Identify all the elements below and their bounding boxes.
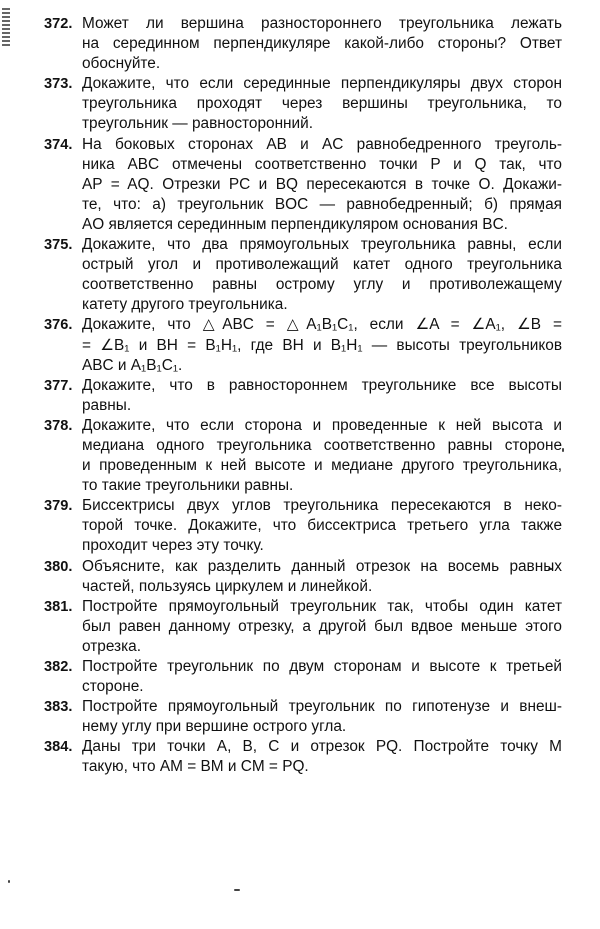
problem-text-line: = ∠B₁ и BH = B₁H₁, где BH и B₁H₁ — высоты треугольников <box>82 336 562 354</box>
problem-text-line: отрезка. <box>82 637 142 655</box>
problem-text <box>82 597 562 657</box>
problem-item <box>44 557 562 597</box>
problem-text-line: то такие треугольники равны. <box>82 477 294 495</box>
scan-speck <box>234 889 240 891</box>
problem-text-line: острый угол и противолежащий катет одного треугольника <box>82 256 562 274</box>
problem-number: 381. <box>44 598 73 615</box>
problem-text <box>82 376 562 416</box>
problem-text <box>82 135 562 235</box>
problem-text-line: был равен данному отрезку, а другой был вдвое меньше этого <box>82 617 562 635</box>
problem-text <box>82 496 562 556</box>
problem-number: 380. <box>44 558 73 575</box>
problem-item <box>44 315 562 375</box>
problem-text-line: Даны три точки A, B, C и отрезок PQ. Постройте точку M <box>82 738 562 756</box>
problem-text-line: проходит через эту точку. <box>82 537 264 555</box>
problem-text <box>82 74 562 134</box>
problem-text-line: Докажите, что если серединные перпендикуляры двух сторон <box>82 75 562 93</box>
problem-text-line: те, что: а) треугольник BOC — равнобедренный; б) прямая <box>82 195 562 213</box>
problem-number: 374. <box>44 136 73 153</box>
problem-number: 382. <box>44 659 73 675</box>
problem-text <box>82 697 562 737</box>
problem-text-line: и проведенным к ней высоте и медиане другого треугольника, <box>82 457 562 475</box>
problem-text-line: медиана одного треугольника соответственно равны стороне <box>82 436 562 454</box>
problem-number: 384. <box>44 739 73 756</box>
problem-text-line: Докажите, что в равностороннем треугольнике все высоты <box>82 376 562 394</box>
problem-text-line: Постройте треугольник по двум сторонам и высоте к третьей <box>82 658 562 675</box>
problem-text-line: ника ABC отмечены соответственно точки P и Q так, что <box>82 155 562 173</box>
problem-text-line: На боковых сторонах AB и AC равнобедренного треуголь- <box>82 135 562 153</box>
problem-text <box>82 657 562 697</box>
problem-number: 372. <box>44 16 73 32</box>
problem-text <box>82 14 562 74</box>
problem-text-line: Объясните, как разделить данный отрезок на восемь равных <box>82 557 562 575</box>
textbook-page <box>44 14 562 778</box>
problem-text-line: торой точке. Докажите, что биссектриса третьего угла также <box>82 517 562 535</box>
problem-text-line: нему углу при вершине острого угла. <box>82 718 347 736</box>
problem-text-line: ABC и A₁B₁C₁. <box>82 356 183 374</box>
problem-number: 373. <box>44 76 73 93</box>
problem-text-line: Постройте прямоугольный треугольник так, чтобы один катет <box>82 597 562 615</box>
problem-text-line: треугольник — равносторонний. <box>82 115 314 133</box>
problem-text <box>82 315 562 375</box>
problem-item <box>44 416 562 496</box>
problem-text-line: Докажите, что если сторона и проведенные к ней высота и <box>82 416 562 434</box>
problem-number: 379. <box>44 498 73 515</box>
problem-text-line: такую, что AM = BM и CM = PQ. <box>82 758 309 776</box>
problem-item <box>44 657 562 697</box>
problem-number: 383. <box>44 699 73 716</box>
problem-item <box>44 737 562 777</box>
problem-item <box>44 376 562 416</box>
problem-text-line: AP = AQ. Отрезки PC и BQ пересекаются в точке O. Докажи- <box>82 175 562 193</box>
problem-number: 375. <box>44 237 73 254</box>
problem-text-line: катету другого треугольника. <box>82 296 288 314</box>
problem-text-line: стороне. <box>82 678 144 696</box>
problem-text-line: Постройте прямоугольный треугольник по гипотенузе и внеш- <box>82 698 562 716</box>
problem-text <box>82 235 562 315</box>
problem-text-line: соответственно равны острому углу и противолежащему <box>82 276 562 294</box>
problem-text-line: AO является серединным перпендикуляром основания BC. <box>82 215 508 233</box>
problem-item <box>44 496 562 556</box>
problem-text-line: Докажите, что два прямоугольных треугольника равны, если <box>82 236 562 254</box>
problem-text-line: обоснуйте. <box>82 55 161 73</box>
scan-speck <box>8 880 10 883</box>
scan-speck <box>562 448 564 452</box>
scan-edge-mark <box>2 8 10 48</box>
problem-item <box>44 597 562 657</box>
problem-number: 376. <box>44 317 73 334</box>
problem-text-line: равны. <box>82 396 132 414</box>
problem-text <box>82 557 562 597</box>
problem-text <box>82 737 562 777</box>
problem-item <box>44 14 562 74</box>
problem-text-line: треугольника проходят через вершины треугольника, то <box>82 95 562 113</box>
problem-item <box>44 74 562 134</box>
problem-text-line: Биссектрисы двух углов треугольника пересекаются в неко- <box>82 497 562 515</box>
problem-text <box>82 416 562 496</box>
problem-text-line: частей, пользуясь циркулем и линейкой. <box>82 577 373 595</box>
problem-text-line: Может ли вершина разностороннего треугольника лежать <box>82 15 562 32</box>
problem-text-line: Докажите, что △ABC = △A₁B₁C₁, если ∠A = ∠A₁, ∠B = <box>82 316 562 334</box>
problem-item <box>44 697 562 737</box>
problem-item <box>44 135 562 235</box>
problem-number: 378. <box>44 417 73 434</box>
problem-item <box>44 235 562 315</box>
problem-number: 377. <box>44 377 73 394</box>
problem-text-line: на серединном перпендикуляре какой-либо стороны? Ответ <box>82 35 562 53</box>
